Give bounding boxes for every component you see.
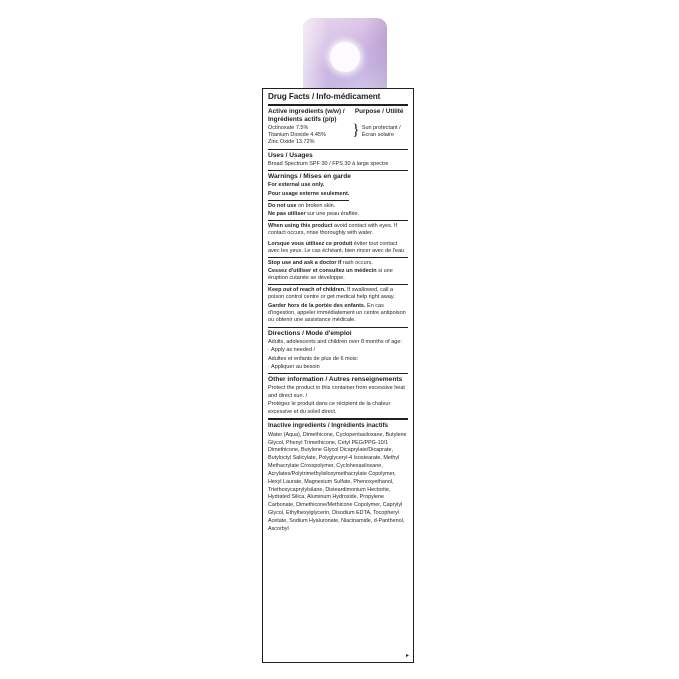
page-title: Drug Facts / Info-médicament [268,92,381,101]
product-cap-graphic [303,18,387,90]
warning-rest: sur une peau éraflée. [305,211,360,218]
warning-rest: si une éruption cutanée se développe. [268,267,393,282]
directions-line: · Apply as needed / [268,347,316,354]
uses-header: Uses / Usages [268,151,313,159]
purpose-header: Purpose / Utilité [354,108,404,116]
other-information-line: Protect the product in this container from excessive heat and direct sun. / [268,385,405,399]
divider [268,149,408,150]
divider [268,327,408,328]
warning-lead: For external use only. [268,182,325,189]
divider [268,373,408,374]
brace-glyph: } [352,121,360,139]
warning-item [268,260,408,267]
other-information-header: Other information / Autres renseignements [268,376,403,384]
purpose-text: Sun protectant / Écran solaire [361,124,401,139]
continuation-arrow-icon: ▸ [405,653,409,659]
divider [268,257,408,258]
inactive-ingredients-header: Inactive ingredients / Ingrédients inactifs [268,422,388,430]
warning-rest: éviter tout contact avec les yeux. Le cas échéant, bien rincer avec de l'eau [268,240,405,255]
list-item: Octinoxate 7.5% [268,124,309,131]
warnings-header: Warnings / Mises en garde [268,173,351,181]
list-item: Zinc Oxide 13.72% [268,139,315,146]
warning-lead: Lorsque vous utilisez ce produit [268,240,353,247]
directions-header: Directions / Mode d'emploi [268,329,352,337]
active-ingredients-header: Active ingredients (w/w) / Ingrédients actifs (p/p) [268,108,345,123]
warning-lead: Stop use and ask a doctor if [268,259,342,266]
divider [268,418,408,420]
warning-item [268,203,408,210]
warning-lead: Keep out of reach of children. [268,286,346,293]
divider [268,104,408,106]
warning-item [268,241,408,256]
warning-rest: En cas d'ingestion, appeler immédiatement un centre antipoison ou obtenir une assistance médicale. [268,302,406,324]
circle-highlight-icon [330,42,360,72]
warning-item [268,182,408,189]
divider [268,200,349,201]
divider [268,170,408,171]
directions-line: · Appliquer au besoin [268,364,320,371]
other-information-line: Protégez le produit dans ce récipient de la chaleur excessive et du soleil direct. [268,401,391,415]
active-ingredients-block [268,121,408,147]
directions-line: Adults, adolescents and children over 8 months of age: [268,338,402,345]
warning-item [268,191,408,198]
warning-item [268,303,408,325]
directions-line: Adultes et enfants de plus de 6 mois: [268,355,359,362]
warning-lead: Garder hors de la portée des enfants. [268,302,366,309]
warning-rest: on broken skin. [296,202,336,209]
warning-item [268,287,408,302]
warning-rest: rash occurs. [341,259,373,266]
warning-item [268,211,408,218]
divider [268,220,408,221]
uses-text: Broad Spectrum SPF 30 / FPS 30 à large spectre [268,160,389,167]
active-ingredients-list [268,125,349,147]
active-ingredients-header-row [268,108,408,123]
warning-lead: Do not use [268,202,297,209]
list-item: Titanium Dioxide 4.45% [268,132,326,139]
warning-rest: If swallowed, call a poison control centre or get medical help right away. [268,286,395,301]
inactive-ingredients-text: Water (Aqua), Dimethicone, Cyclopentasiloxane, Butylene Glycol, Phenyl Trimethicone, Cetyl PEG/PPG-10/1 Dimethicone, Butylene Glycol Dicaprylate/Dicaprate, Butyloctyl Salicylate, Polyglyceryl-4 Isostearate, Methyl Methacrylate Crosspolymer, Cyclohexasiloxane, Acrylates/Polytrimethylsiloxymethacrylate Copolymer, Hexyl Laurate, Magnesium Sulfate, Phenoxyethanol, Triethoxycaprylylsilane, Disteardimonium Hectorite, Hydrated Silica, Aluminum Hydroxide, Propylene Carbonate, Dimethicone/Methicone Copolymer, Caprylyl Glycol, Ethylhexylglycerin, Disodium EDTA, Tocopheryl Acetate, Sodium Hyaluronate, Niacinamide, d-Panthenol, Ascorbyl [268,431,407,532]
warning-lead: Pour usage externe seulement. [268,190,350,197]
warning-lead: When using this product [268,222,333,229]
warning-lead: Cessez d'utiliser et consultez un médecin [268,267,377,274]
divider [268,284,408,285]
warning-lead: Ne pas utiliser [268,211,306,218]
warning-item [268,223,408,238]
warning-item [268,268,408,283]
warning-rest: avoid contact with eyes. If contact occurs, rinse thoroughly with water. [268,222,397,237]
drug-facts-panel [262,88,414,663]
